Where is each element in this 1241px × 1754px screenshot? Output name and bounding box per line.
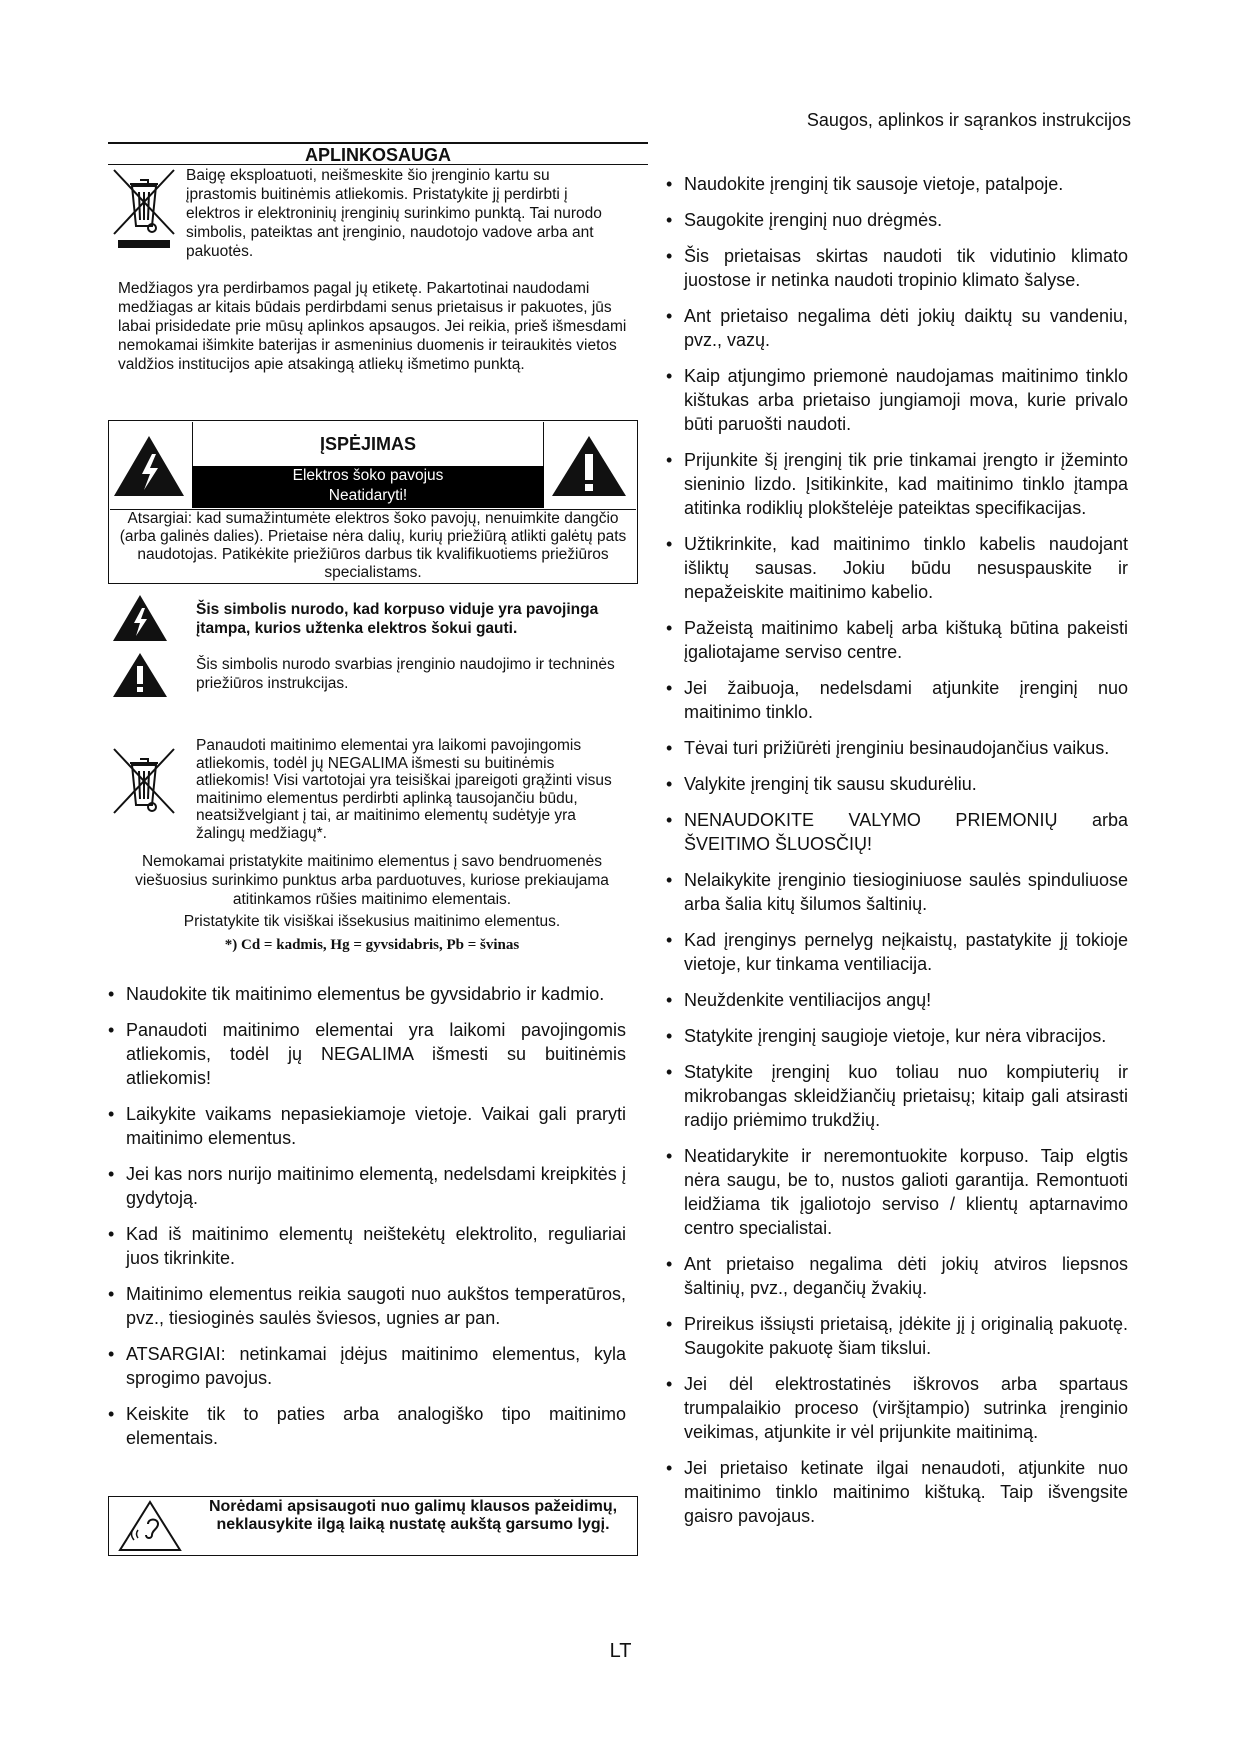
list-item: • Keiskite tik to paties arba analogiško tipo maitinimo elementais. bbox=[108, 1402, 626, 1450]
page-header: Saugos, aplinkos ir sąrankos instrukcijos bbox=[806, 110, 1131, 130]
list-item: • Nelaikykite įrenginio tiesioginiuose saulės spinduliuose arba šalia kitų šilumos šaltinių. bbox=[666, 868, 1128, 916]
lightning-warning-icon bbox=[112, 434, 186, 498]
list-item: • Ant prietaiso negalima dėti jokių atviros liepsnos šaltinių, pvz., degančių žvakių. bbox=[666, 1252, 1128, 1300]
warning-body: Atsargiai: kad sumažintumėte elektros šoko pavojų, nenuimkite dangčio (arba galinės dalies). Prietaise nėra dalių, kurių priežiūrą atlikti galėtų pats naudotojas. Patikėkite priežiūros darbus tik kvalifikuotiems priežiūros specialistams. bbox=[110, 509, 636, 582]
list-item: • Jei prietaiso ketinate ilgai nenaudoti, atjunkite nuo maitinimo tinklo maitinimo kištuką. Taip išvengsite gaisro pavojaus. bbox=[666, 1456, 1128, 1528]
page-footer-language: LT bbox=[609, 1640, 632, 1662]
list-item: • Laikykite vaikams nepasiekiamoje vietoje. Vaikai gali praryti maitinimo elementus. bbox=[108, 1102, 626, 1150]
hearing-warning-icon bbox=[118, 1500, 182, 1552]
lightning-symbol-icon bbox=[112, 594, 168, 642]
list-item: • Statykite įrenginį saugioje vietoje, kur nėra vibracijos. bbox=[666, 1024, 1128, 1048]
list-item: • Tėvai turi prižiūrėti įrenginiu besinaudojančius vaikus. bbox=[666, 736, 1128, 760]
hearing-warning-text: Norėdami apsisaugoti nuo galimų klausos pažeidimų, neklausykite ilgą laiką nustatę aukštą garsumo lygį. bbox=[208, 1498, 618, 1533]
environment-paragraph: Medžiagos yra perdirbamos pagal jų etiketę. Pakartotinai naudodami medžiagas ar kitais būdais perdirbdami senus prietaisus ir pakuotes, jūs labai prisidedate prie mūsų aplinkos apsaugos. Jei reikia, prieš išmesdami nemokamai išimkite baterijas ir asmeninius duomenis ir teiraukitės vietos valdžios institucijos apie atsakingą atliekų išmetimo punktą. bbox=[118, 280, 627, 373]
exclamation-warning-icon bbox=[550, 434, 628, 498]
environment-text: Baigę eksploatuoti, neišmeskite šio įrenginio kartu su įprastomis buitinėmis atliekomis. Pristatykite jį perdirbti į elektros ir elektroninių įrenginių surinkimo punktą. Tai nurodo simbolis, pateiktas ant įrenginio, naudotojo vadove arba ant pakuotės. bbox=[186, 167, 602, 260]
list-item: • Jei kas nors nurijo maitinimo elementą, nedelsdami kreipkitės į gydytoją. bbox=[108, 1162, 626, 1210]
exclamation-symbol-text: Šis simbolis nurodo svarbias įrenginio naudojimo ir techninės priežiūros instrukcijas. bbox=[196, 656, 615, 692]
battery-collection-text: Nemokamai pristatykite maitinimo elementus į savo bendruomenės viešuosius surinkimo punktus arba parduotuves, kuriose prekiaujama atitinkamos rūšies maitinimo elementais. bbox=[135, 853, 609, 908]
shock-danger-line: Elektros šoko pavojus bbox=[292, 467, 444, 484]
list-item: • Maitinimo elementus reikia saugoti nuo aukštos temperatūros, pvz., tiesioginės saulės šviesos, ugnies ar pan. bbox=[108, 1282, 626, 1330]
battery-bin-icon bbox=[110, 745, 178, 827]
list-item: • Neuždenkite ventiliacijos angų! bbox=[666, 988, 1128, 1012]
list-item: • Ant prietaiso negalima dėti jokių daiktų su vandeniu, pvz., vazų. bbox=[666, 304, 1128, 352]
list-item: • Statykite įrenginį kuo toliau nuo kompiuterių ir mikrobangas skleidžiančių prietaisų; kitaip gali atsirasti radijo priėmimo trukdžių. bbox=[666, 1060, 1128, 1132]
environment-title-rule bbox=[108, 164, 648, 165]
list-item: • Prireikus išsiųsti prietaisą, įdėkite jį į originalią pakuotę. Saugokite pakuotę šiam tikslui. bbox=[666, 1312, 1128, 1360]
general-safety-list bbox=[666, 172, 1128, 1540]
shock-danger-banner bbox=[192, 466, 544, 508]
list-item: • Kad įrenginys pernelyg neįkaistų, pastatykite jį tokioje vietoje, kur tinkama ventiliacija. bbox=[666, 928, 1128, 976]
battery-chemicals-note: *) Cd = kadmis, Hg = gyvsidabris, Pb = švinas bbox=[224, 937, 520, 953]
list-item: • NENAUDOKITE VALYMO PRIEMONIŲ arba ŠVEITIMO ŠLUOSČIŲ! bbox=[666, 808, 1128, 856]
battery-disposal-text: Panaudoti maitinimo elementai yra laikomi pavojingomis atliekomis, todėl jų NEGALIMA išmesti su buitinėmis atliekomis! Visi vartotojai yra teisiškai įpareigoti grąžinti visus maitinimo elementus perdirbti aplinką tausojančiu būdu, neatsižvelgiant į tai, ar maitinimo elementų sudėtyje yra žalingų medžiagų*. bbox=[196, 737, 612, 842]
weee-bin-icon bbox=[110, 166, 178, 248]
lightning-symbol-text: Šis simbolis nurodo, kad korpuso viduje yra pavojinga įtampa, kurios užtenka elektros šokui gauti. bbox=[196, 601, 599, 637]
list-item: • Valykite įrenginį tik sausu skudurėliu. bbox=[666, 772, 1128, 796]
list-item: • Prijunkite šį įrenginį tik prie tinkamai įrengto ir įžeminto sieninio lizdo. Įsitikinkite, kad maitinimo tinklo įtampa atitinka rodiklių plokštelėje pateiktas specifikacijas. bbox=[666, 448, 1128, 520]
list-item: • Užtikrinkite, kad maitinimo tinklo kabelis naudojant išliktų sausas. Jokiu būdu nesuspauskite ir nepažeiskite maitinimo kabelio. bbox=[666, 532, 1128, 604]
battery-safety-list bbox=[108, 982, 626, 1462]
list-item: • Jei žaibuoja, nedelsdami atjunkite įrenginį nuo maitinimo tinklo. bbox=[666, 676, 1128, 724]
list-item: • Panaudoti maitinimo elementai yra laikomi pavojingomis atliekomis, todėl jų NEGALIMA išmesti su buitinėmis atliekomis! bbox=[108, 1018, 626, 1090]
list-item: • Neatidarykite ir neremontuokite korpuso. Taip elgtis nėra saugu, be to, nustos galioti garantija. Remontuoti leidžiama tik įgaliotojo serviso / klientų aptarnavimo centro specialistai. bbox=[666, 1144, 1128, 1240]
exclamation-symbol-icon bbox=[112, 652, 168, 698]
list-item: • Jei dėl elektrostatinės iškrovos arba spartaus trumpalaikio proceso (viršįtampio) sutrinka įrenginio veikimas, atjunkite ir vėl prijunkite maitinimą. bbox=[666, 1372, 1128, 1444]
environment-title: APLINKOSAUGA bbox=[108, 142, 648, 166]
list-item: • Kad iš maitinimo elementų neištekėtų elektrolito, reguliariai juos tikrinkite. bbox=[108, 1222, 626, 1270]
list-item: • Naudokite tik maitinimo elementus be gyvsidabrio ir kadmio. bbox=[108, 982, 626, 1006]
warning-title: ĮSPĖJIMAS bbox=[192, 422, 544, 466]
list-item: • Šis prietaisas skirtas naudoti tik vidutinio klimato juostose ir netinka naudoti tropinio klimato šalyse. bbox=[666, 244, 1128, 292]
list-item: • Naudokite įrenginį tik sausoje vietoje, patalpoje. bbox=[666, 172, 1128, 196]
battery-depleted-text: Pristatykite tik visiškai išsekusius maitinimo elementus. bbox=[183, 913, 561, 930]
list-item: • Saugokite įrenginį nuo drėgmės. bbox=[666, 208, 1128, 232]
list-item: • ATSARGIAI: netinkamai įdėjus maitinimo elementus, kyla sprogimo pavojus. bbox=[108, 1342, 626, 1390]
do-not-open-line: Neatidaryti! bbox=[328, 487, 408, 504]
list-item: • Kaip atjungimo priemonė naudojamas maitinimo tinklo kištukas arba prietaiso jungiamoji mova, kurie privalo būti paruošti naudoti. bbox=[666, 364, 1128, 436]
list-item: • Pažeistą maitinimo kabelį arba kištuką būtina pakeisti įgaliotajame serviso centre. bbox=[666, 616, 1128, 664]
